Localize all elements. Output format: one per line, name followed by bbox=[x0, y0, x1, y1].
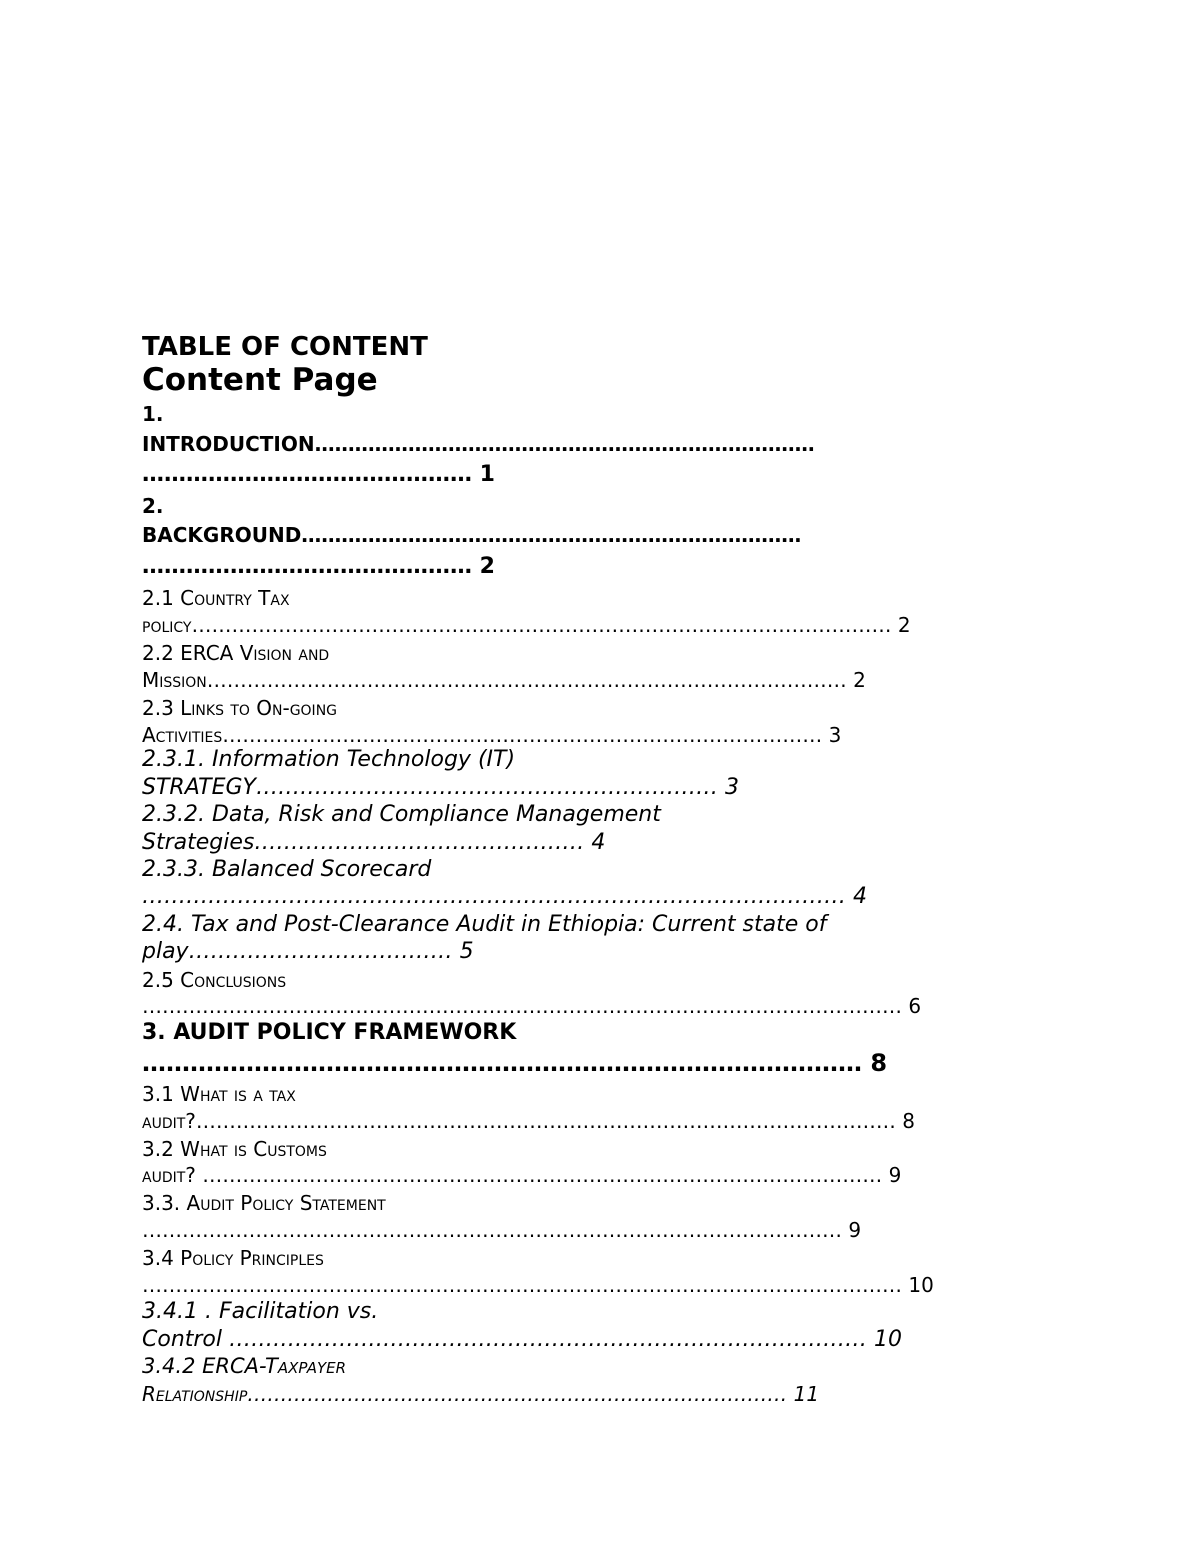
toc-entry-2-3-1-page: STRATEGY……………………………………………………… 3 bbox=[142, 775, 739, 800]
toc-entry-2-3-2-page: Strategies……………………………………… 4 bbox=[142, 830, 606, 855]
toc-entry-2-5-page: …………………………………………………………………………………………………… 6 bbox=[142, 994, 922, 1018]
toc-entry-1-number: 1. bbox=[142, 402, 164, 426]
toc-entry-2-5-title: 2.5 Conclusions bbox=[142, 968, 287, 992]
toc-entry-2-1-title: 2.1 Country Tax bbox=[142, 586, 290, 610]
toc-entry-2-3-3-title: 2.3.3. Balanced Scorecard bbox=[142, 857, 432, 882]
toc-entry-2-3-title: 2.3 Links to On-going bbox=[142, 696, 338, 720]
toc-entry-3-2-page: audit? ………………………………………………………………………………………… 9 bbox=[142, 1163, 902, 1187]
toc-entry-2-3-2-title: 2.3.2. Data, Risk and Compliance Management bbox=[142, 802, 661, 827]
toc-entry-2-page: ……………………………………… 2 bbox=[142, 554, 495, 579]
toc-entry-3-page: ……………………………………………………………………………… 8 bbox=[142, 1049, 888, 1077]
toc-entry-2-2-page: Mission…………………………………………………………………………………… 2 bbox=[142, 668, 866, 692]
toc-heading: TABLE OF CONTENT bbox=[142, 332, 428, 362]
toc-entry-2-3-page: Activities……………………………………………………………………………… 3 bbox=[142, 723, 842, 747]
toc-entry-1-title: INTRODUCTION………………………………………………………………… bbox=[142, 432, 815, 456]
toc-entry-3-1-title: 3.1 What is a tax bbox=[142, 1082, 296, 1106]
toc-entry-2-1-page: policy…………………………………………………………………………………………… 2 bbox=[142, 613, 911, 637]
toc-entry-3-3-title: 3.3. Audit Policy Statement bbox=[142, 1191, 386, 1215]
toc-entry-3-4-page: …………………………………………………………………………………………………… 10 bbox=[142, 1273, 934, 1297]
toc-entry-2-3-3-page: …………………………………………………………………………………… 4 bbox=[142, 884, 867, 909]
toc-entry-2-3-1-title: 2.3.1. Information Technology (IT) bbox=[142, 747, 516, 772]
toc-entry-3-2-title: 3.2 What is Customs bbox=[142, 1137, 327, 1161]
toc-entry-3-4-1-title: 3.4.1 . Facilitation vs. bbox=[142, 1299, 379, 1324]
toc-entry-2-title: BACKGROUND………………………………………………………………… bbox=[142, 523, 802, 547]
toc-entry-2-2-title: 2.2 ERCA Vision and bbox=[142, 641, 330, 665]
content-page-heading: Content Page bbox=[142, 362, 378, 398]
toc-entry-3-3-page: …………………………………………………………………………………………… 9 bbox=[142, 1218, 862, 1242]
toc-entry-2-4-page: play……………………………… 5 bbox=[142, 939, 474, 964]
toc-entry-2-number: 2. bbox=[142, 494, 164, 518]
toc-entry-3-1-page: audit?…………………………………………………………………………………………… 8 bbox=[142, 1109, 915, 1133]
toc-entry-2-4-title: 2.4. Tax and Post-Clearance Audit in Ethiopia: Current state of bbox=[142, 912, 827, 937]
toc-entry-3-4-2-page: Relationship……………………………………………………………………… 11 bbox=[142, 1382, 820, 1406]
toc-entry-1-page: ……………………………………… 1 bbox=[142, 462, 495, 487]
toc-entry-3-title: 3. AUDIT POLICY FRAMEWORK bbox=[142, 1020, 517, 1045]
toc-entry-3-4-1-page: Control …………………………………………………………………………… 10 bbox=[142, 1327, 902, 1352]
toc-entry-3-4-2-title: 3.4.2 ERCA-Taxpayer bbox=[142, 1354, 347, 1378]
toc-entry-3-4-title: 3.4 Policy Principles bbox=[142, 1246, 324, 1270]
